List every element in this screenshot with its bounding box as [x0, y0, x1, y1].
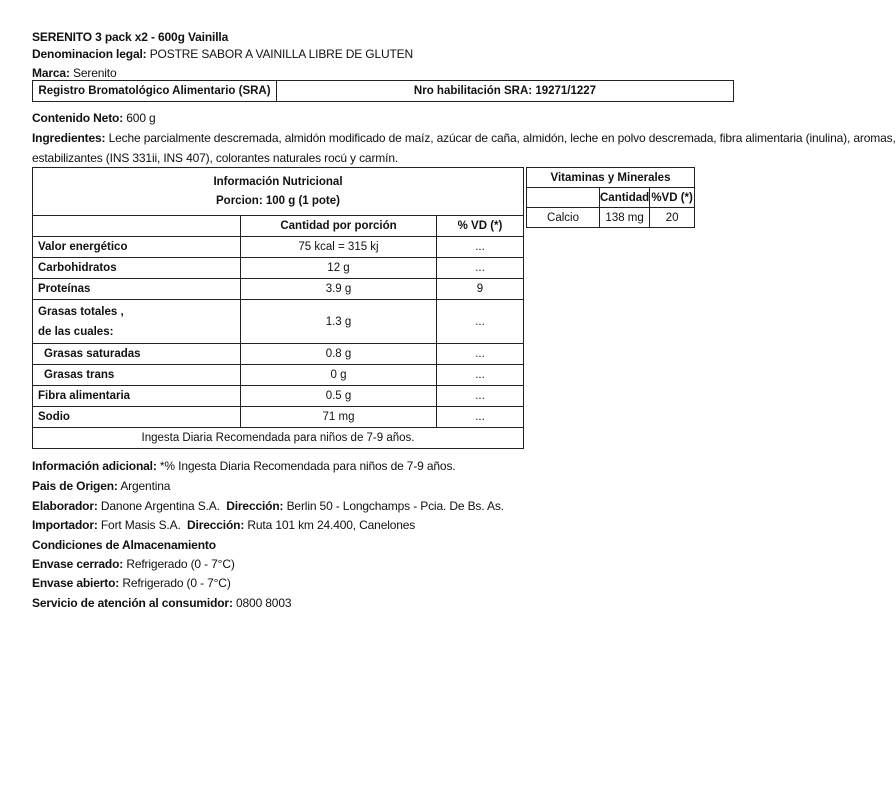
- info-adicional-line: Información adicional: *% Ingesta Diaria Recomendada para niños de 7-9 años.: [32, 459, 456, 473]
- condiciones-line: Condiciones de Almacenamiento: [32, 538, 216, 552]
- table-row: Fibra alimentaria 0.5 g ...: [33, 386, 524, 407]
- servicio-line: Servicio de atención al consumidor: 0800 8003: [32, 596, 292, 610]
- envase-abierto-line: Envase abierto: Refrigerado (0 - 7°C): [32, 576, 231, 590]
- nutrition-footer: Ingesta Diaria Recomendada para niños de 7-9 años.: [33, 428, 524, 449]
- sra-table: [32, 80, 734, 102]
- table-row: Grasas totales , de las cuales: 1.3 g ...: [33, 300, 524, 344]
- table-row: Carbohidratos 12 g ...: [33, 258, 524, 279]
- ingredientes-line-2: estabilizantes (INS 331ii, INS 407), colorantes naturales rocú y carmín.: [32, 151, 399, 165]
- importador-line: Importador: Fort Masis S.A. Dirección: Ruta 101 km 24.400, Canelones: [32, 518, 416, 532]
- pais-line: Pais de Origen: Argentina: [32, 479, 171, 493]
- nutrition-table: [32, 167, 524, 449]
- ingredientes-line-1: Ingredientes: Leche parcialmente descremada, almidón modificado de maíz, azúcar de caña, almidón, leche en polvo descremada, fibra alimentaria (inulina), aromas,: [32, 131, 896, 145]
- table-row: Calcio 138 mg 20: [527, 208, 695, 228]
- nutrition-col-headers: [33, 216, 524, 237]
- table-row: Grasas saturadas 0.8 g ...: [33, 344, 524, 365]
- table-row: Sodio 71 mg ...: [33, 407, 524, 428]
- denominacion-line: Denominacion legal: POSTRE SABOR A VAINILLA LIBRE DE GLUTEN: [32, 47, 414, 61]
- marca-line: Marca: Serenito: [32, 66, 117, 80]
- col-header-cantidad: Cantidad por porción: [241, 216, 437, 237]
- contenido-line: Contenido Neto: 600 g: [32, 111, 156, 125]
- table-row: Proteínas 3.9 g 9: [33, 279, 524, 300]
- sra-number: Nro habilitación SRA: 19271/1227: [277, 81, 734, 102]
- product-title: SERENITO 3 pack x2 - 600g Vainilla: [32, 30, 229, 44]
- vit-col-cantidad: Cantidad: [600, 188, 650, 208]
- vitamins-table: [526, 167, 695, 228]
- nutrition-portion: Porcion: 100 g (1 pote): [216, 194, 340, 207]
- nutrition-header: [33, 168, 524, 216]
- vit-col-vd: %VD (*): [650, 188, 695, 208]
- sra-label: Registro Bromatológico Alimentario (SRA): [33, 81, 277, 102]
- table-row: Grasas trans 0 g ...: [33, 365, 524, 386]
- envase-cerrado-line: Envase cerrado: Refrigerado (0 - 7°C): [32, 557, 235, 571]
- nutrition-title: Información Nutricional: [213, 175, 343, 188]
- vitamins-title: Vitaminas y Minerales: [527, 168, 695, 188]
- table-row: Valor energético 75 kcal = 315 kj ...: [33, 237, 524, 258]
- col-header-vd: % VD (*): [437, 216, 524, 237]
- elaborador-line: Elaborador: Danone Argentina S.A. Dirección: Berlin 50 - Longchamps - Pcia. De Bs. As.: [32, 499, 504, 513]
